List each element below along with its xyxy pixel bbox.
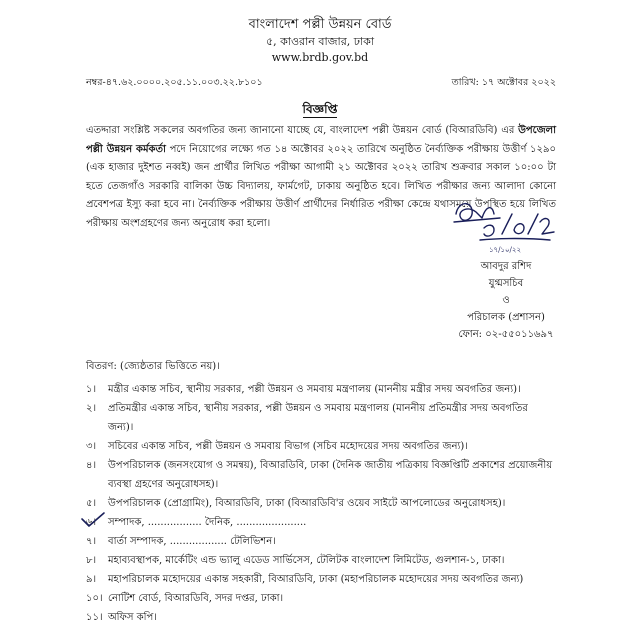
list-item <box>86 589 556 608</box>
signature-date: ১৭/১০/২২ <box>488 246 522 254</box>
organization-address: ৫, কাওরান বাজার, ঢাকা <box>265 35 375 48</box>
signatory-block <box>436 258 576 343</box>
list-item-number: ১১। <box>86 612 103 623</box>
handwritten-tick-icon <box>80 511 106 529</box>
list-item <box>86 532 556 551</box>
signatory-designation: যুগ্মসচিব <box>488 278 524 289</box>
list-item-number: ৬। <box>86 517 97 528</box>
list-item-number: ৪। <box>86 460 97 471</box>
signatory-role: পরিচালক (প্রশাসন) <box>467 312 545 323</box>
body-part-2: পদে নিয়োগের লক্ষ্যে গত ১৪ অক্টোবর ২০২২ তারিখে অনুষ্ঠিত নৈর্ব্যক্তিক পরীক্ষায় উত্তীর্ণ ১২৯০ (এক হাজার দুইশত নব্বই) জন প্রার্থীর লিখিত পরীক্ষা আগামী ২১ অক্টোবর ২০২২ তারিখ শুক্রবার সকাল ১০:০০ টা হতে তেজগাঁও সরকারি বালিকা উচ্চ বিদ্যালয়, ফার্মগেট, ঢাকায় অনুষ্ঠিত হবে। লিখিত পরীক্ষার জন্য আলাদা কোনো প্রবেশপত্র ইস্যু করা হবে না। নৈর্ব্যক্তিক পরীক্ষায় উত্তীর্ণ প্রার্থীদের নির্ধারিত পরীক্ষা কেন্দ্রে যথাসময়ে উপস্থিত হয়ে লিখিত পরীক্ষায় অংশগ্রহণের জন্য অনুরোধ করা হলো। <box>86 143 556 229</box>
list-item-text: বার্তা সম্পাদক, .................. টেলিভিশন। <box>108 536 276 547</box>
list-item <box>86 608 556 627</box>
body-part-1: এতদ্দারা সংশ্লিষ্ট সকলের অবগতির জন্য জানানো যাচ্ছে যে, বাংলাদেশ পল্লী উন্নয়ন বোর্ড (বিআরডিবি) এর <box>86 125 519 136</box>
list-item <box>86 437 556 456</box>
list-item-text: উপপরিচালক (জনসংযোগ ও সমন্বয়), বিআরডিবি, ঢাকা (দৈনিক জাতীয় পত্রিকায় বিজ্ঞপ্তিটি প্রকাশের প্রয়োজনীয় ব্যবস্থা গ্রহণের অনুরোধসহ)। <box>108 460 553 490</box>
list-item-text: সম্পাদক, ................. দৈনিক, ...................... <box>108 517 307 528</box>
handwritten-signature <box>450 194 560 254</box>
signatory-conjunction: ও <box>502 295 510 306</box>
list-item-number: ১০। <box>86 593 103 604</box>
organization-website: www.brdb.gov.bd <box>271 51 369 64</box>
list-item <box>86 399 556 437</box>
signatory-phone: ফোন: ০২-৫৫০১১৬৯৭ <box>458 329 554 340</box>
list-item-number: ৫। <box>86 498 97 509</box>
memo-date: তারিখ: ১৭ অক্টোবর ২০২২ <box>451 77 556 88</box>
signatory-name: আবদুর রশিদ <box>480 261 532 272</box>
notice-title-text: বিজ্ঞপ্তি <box>302 102 338 116</box>
organization-name: বাংলাদেশ পল্লী উন্নয়ন বোর্ড <box>248 17 392 32</box>
list-item-text: সচিবের একান্ত সচিব, পল্লী উন্নয়ন ও সমবায় বিভাগ (সচিব মহোদয়ের সদয় অবগতির জন্য)। <box>108 441 468 452</box>
distribution-heading: বিতরণ: (জ্যেষ্ঠতার ভিত্তিতে নয়)। <box>86 361 220 372</box>
letterhead <box>0 16 640 66</box>
list-item-number: ৭। <box>86 536 97 547</box>
list-item-number: ৩। <box>86 441 97 452</box>
list-item-text: উপপরিচালক (প্রোগ্রামিং), বিআরডিবি, ঢাকা (বিআরডিবি'র ওয়েব সাইটে আপলোডের অনুরোধসহ)। <box>108 498 506 509</box>
notice-title <box>0 101 640 121</box>
list-item <box>86 551 556 570</box>
post-name: উপজেলা পল্লী উন্নয়ন কর্মকর্তা <box>86 125 556 155</box>
list-item-text: প্রতিমন্ত্রীর একান্ত সচিব, স্থানীয় সরকার, পল্লী উন্নয়ন ও সমবায় মন্ত্রণালয় (মাননীয় প্রতিমন্ত্রীর সদয় অবগতির জন্য)। <box>108 403 528 433</box>
list-item-number: ১। <box>86 384 97 395</box>
distribution-section <box>86 357 556 627</box>
memo-number: নম্বর-৪৭.৬২.০০০০.২০৫.১১.০০৩.২২.৮১০১ <box>86 77 263 88</box>
list-item <box>86 494 556 513</box>
list-item-text: অফিস কপি। <box>108 612 157 623</box>
list-item-text: নোটিশ বোর্ড, বিআরডিবি, সদর দপ্তর, ঢাকা। <box>108 593 284 604</box>
list-item <box>86 456 556 494</box>
list-item-text: মহাব্যবস্থাপক, মার্কেটিং এন্ড ভ্যালু এডেড সার্ভিসেস, টেলিটক বাংলাদেশ লিমিটেড, গুলশান-১, ঢাকা। <box>108 555 505 566</box>
list-item-number: ২। <box>86 403 97 414</box>
list-item <box>86 570 556 589</box>
distribution-list <box>86 380 556 627</box>
list-item-number: ৯। <box>86 574 97 585</box>
list-item-text: মহাপরিচালক মহোদয়ের একান্ত সহকারী, বিআরডিবি, ঢাকা (মহাপরিচালক মহোদয়ের সদয় অবগতির জন্য) <box>108 574 524 585</box>
list-item-number: ৮। <box>86 555 97 566</box>
list-item <box>86 380 556 399</box>
list-item-text: মন্ত্রীর একান্ত সচিব, স্থানীয় সরকার, পল্লী উন্নয়ন ও সমবায় মন্ত্রণালয় (মাননীয় মন্ত্রীর সদয় অবগতির জন্য)। <box>108 384 521 395</box>
list-item <box>86 513 556 532</box>
